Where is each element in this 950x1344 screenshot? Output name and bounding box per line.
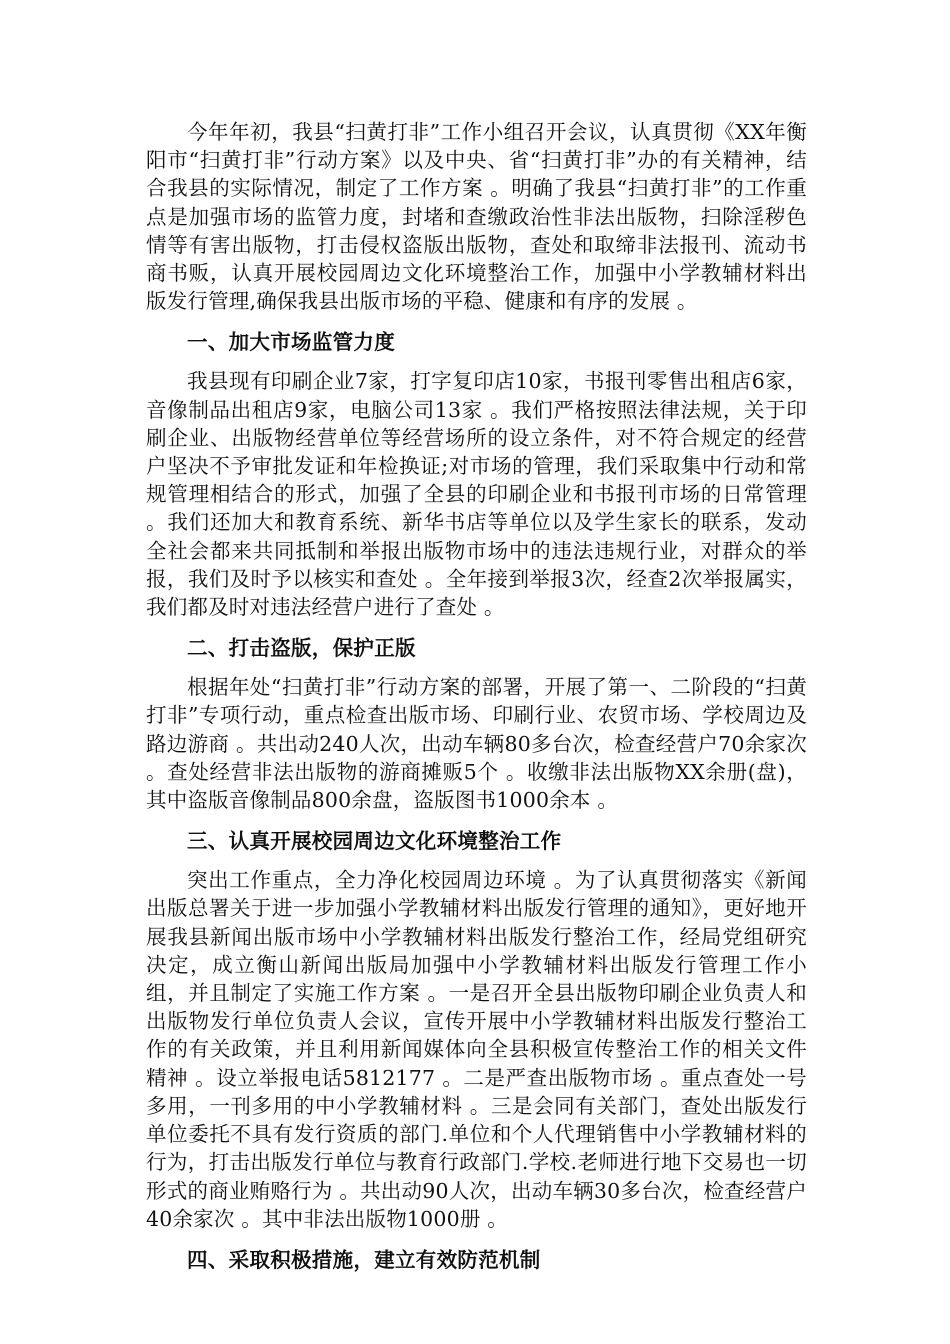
section-2-heading: 二、打击盗版，保护正版 — [187, 636, 416, 661]
section-1-heading: 一、加大市场监管力度 — [187, 330, 395, 355]
section-2-paragraph: 根据年处“扫黄打非”行动方案的部署，开展了第一、二阶段的“扫黄打非”专项行动，重点检查出版市场、印刷行业、农贸市场、学校周边及路边游商 。共出动240人次，出动车辆80多台次，检查经营户70余家次 。查处经营非法出版物的游商摊贩5个 。收缴非法出版物XX余册(盘)，其中盗版音像制品800余盘，盗版图书1000余本 。 — [146, 675, 807, 813]
section-1-paragraph: 我县现有印刷企业7家，打字复印店10家，书报刊零售出租店6家，音像制品出租店9家，电脑公司13家 。我们严格按照法律法规，关于印刷企业、出版物经营单位等经营场所的设立条件，对不符合规定的经营户坚决不予审批发证和年检换证;对市场的管理，我们采取集中行动和常规管理相结合的形式，加强了全县的印刷企业和书报刊市场的日常管理 。我们还加大和教育系统、新华书店等单位以及学生家长的联系，发动全社会都来共同抵制和举报出版物市场中的违法违规行业，对群众的举报，我们及时予以核实和查处 。全年接到举报3次，经查2次举报属实，我们都及时对违法经营户进行了查处 。 — [146, 369, 807, 620]
document-body — [146, 118, 807, 1274]
section-4-heading: 四、采取积极措施，建立有效防范机制 — [187, 1247, 541, 1272]
intro-paragraph: 今年年初，我县“扫黄打非”工作小组召开会议，认真贯彻《XX年衡阳市“扫黄打非”行动方案》以及中央、省“扫黄打非”办的有关精神，结合我县的实际情况，制定了工作方案 。明确了我县“扫黄打非”的工作重点是加强市场的监管力度，封堵和查缴政治性非法出版物，扫除淫秽色情等有害出版物，打击侵权盗版出版物，查处和取缔非法报刊、流动书商书贩，认真开展校园周边文化环境整治工作，加强中小学教辅材料出版发行管理,确保我县出版市场的平稳、健康和有序的发展 。 — [146, 120, 807, 314]
section-3-heading: 三、认真开展校园周边文化环境整治工作 — [187, 829, 562, 854]
section-3-paragraph: 突出工作重点，全力净化校园周边环境 。为了认真贯彻落实《新闻出版总署关于进一步加强小学教辅材料出版发行管理的通知》，更好地开展我县新闻出版市场中小学教辅材料出版发行整治工作，经局党组研究决定，成立衡山新闻出版局加强中小学教辅材料出版发行管理工作小组，并且制定了实施工作方案 。一是召开全县出版物印刷企业负责人和出版物发行单位负责人会议，宣传开展中小学教辅材料出版发行整治工作的有关政策，并且利用新闻媒体向全县积极宣传整治工作的相关文件精神 。设立举报电话5812177 。二是严查出版物市场 。重点查处一号多用，一刊多用的中小学教辅材料 。三是会同有关部门，查处出版发行单位委托不具有发行资质的部门.单位和个人代理销售中小学教辅材料的行为，打击出版发行单位与教育行政部门.学校.老师进行地下交易也一切形式的商业贿赂行为 。共出动90人次，出动车辆30多台次，检查经营户40余家次 。其中非法出版物1000册 。 — [146, 868, 807, 1231]
